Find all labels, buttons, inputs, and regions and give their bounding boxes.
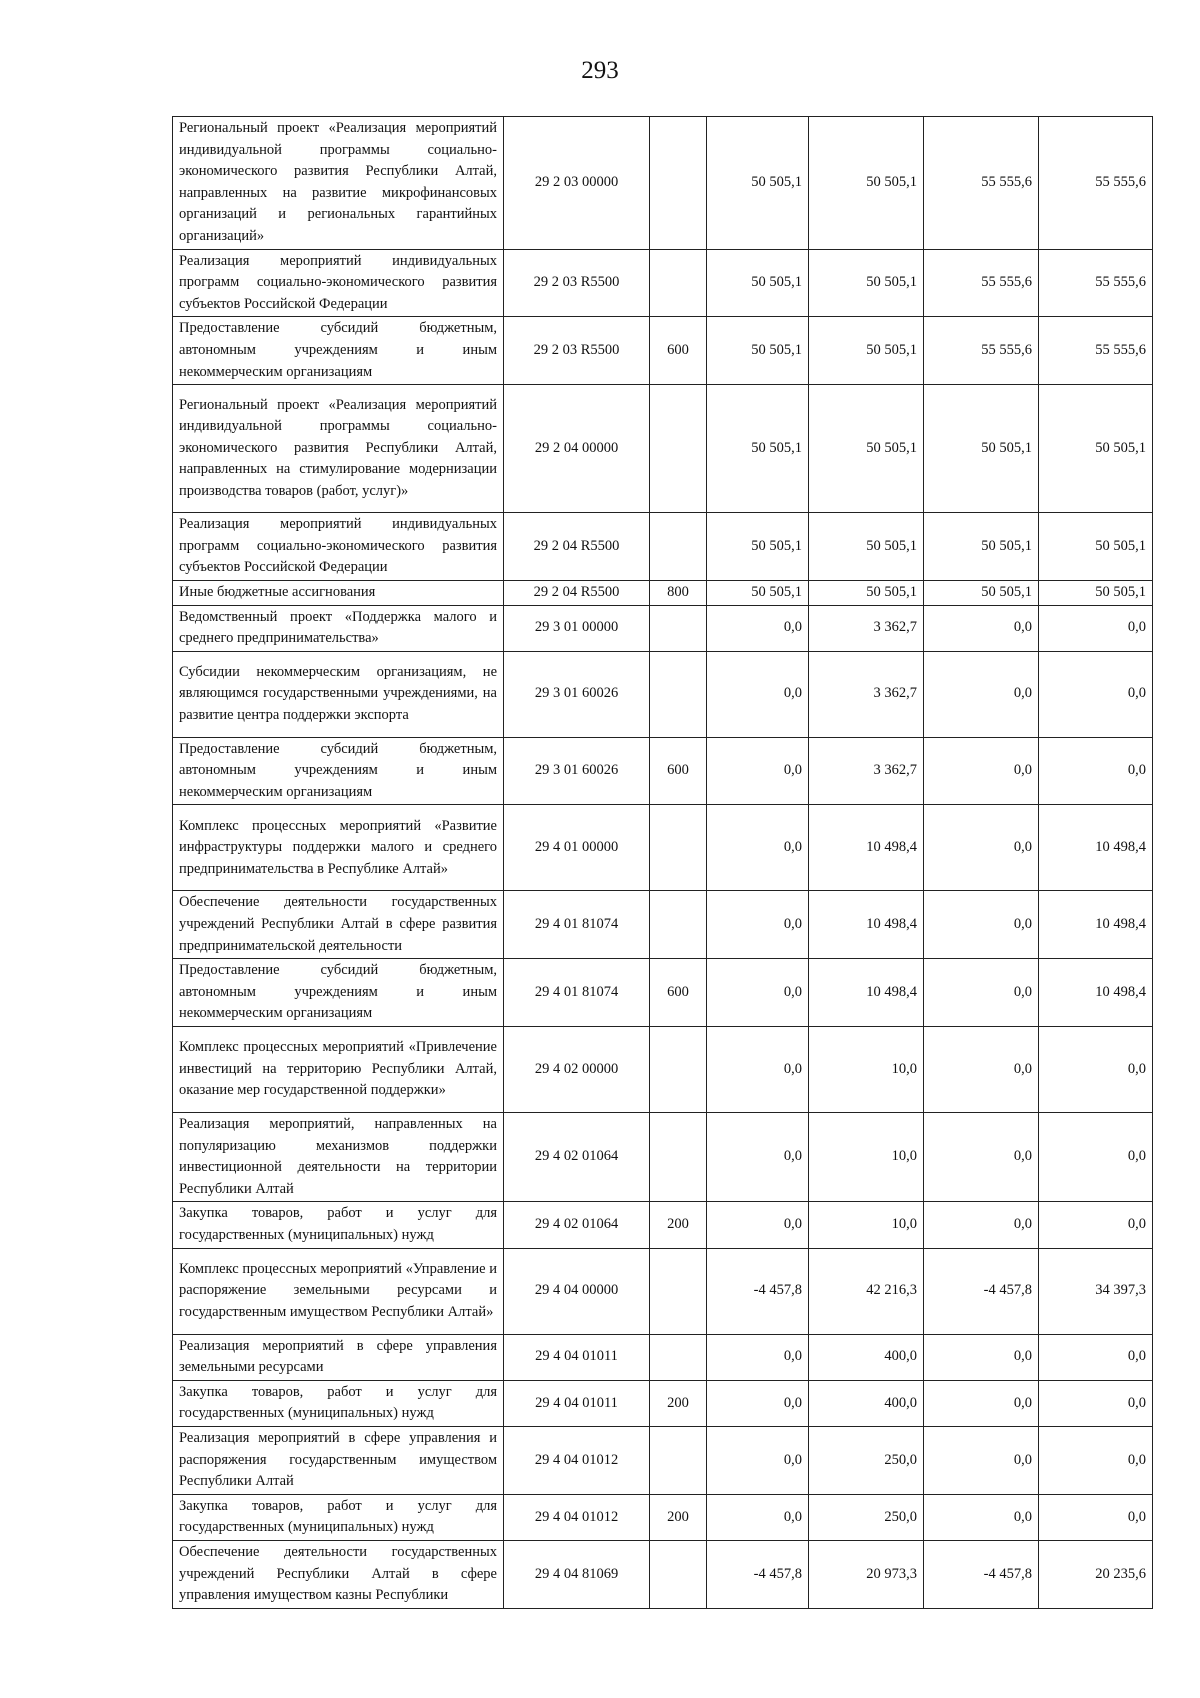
expense-type-code	[650, 117, 707, 250]
amount-4: 50 505,1	[1039, 385, 1153, 513]
item-name: Реализация мероприятий в сфере управления земельными ресурсами	[173, 1334, 504, 1380]
amount-2: 50 505,1	[809, 249, 924, 317]
amount-4: 55 555,6	[1039, 317, 1153, 385]
amount-1: 0,0	[707, 1334, 809, 1380]
expense-type-code	[650, 1027, 707, 1113]
amount-4: 0,0	[1039, 651, 1153, 737]
table-row	[173, 1113, 1153, 1202]
expense-type-code	[650, 385, 707, 513]
target-article-code: 29 2 03 00000	[504, 117, 650, 250]
expense-type-code	[650, 1113, 707, 1202]
amount-4: 55 555,6	[1039, 117, 1153, 250]
amount-2: 50 505,1	[809, 513, 924, 581]
amount-1: 50 505,1	[707, 580, 809, 605]
target-article-code: 29 4 04 01012	[504, 1426, 650, 1494]
amount-2: 50 505,1	[809, 385, 924, 513]
expense-type-code	[650, 1334, 707, 1380]
amount-1: 0,0	[707, 737, 809, 805]
item-name: Закупка товаров, работ и услуг для государственных (муниципальных) нужд	[173, 1494, 504, 1540]
item-name: Региональный проект «Реализация мероприятий индивидуальной программы социально-экономического развития Республики Алтай, направленных на развитие микрофинансовых организаций и региональных гарантийных организаций»	[173, 117, 504, 250]
amount-3: 0,0	[924, 959, 1039, 1027]
item-name: Обеспечение деятельности государственных учреждений Республики Алтай в сфере управления имуществом казны Республики	[173, 1540, 504, 1608]
item-name: Предоставление субсидий бюджетным, автономным учреждениям и иным некоммерческим организациям	[173, 317, 504, 385]
amount-2: 3 362,7	[809, 737, 924, 805]
item-name: Реализация мероприятий индивидуальных программ социально-экономического развития субъектов Российской Федерации	[173, 249, 504, 317]
amount-1: -4 457,8	[707, 1248, 809, 1334]
amount-4: 0,0	[1039, 1113, 1153, 1202]
table-row	[173, 805, 1153, 891]
item-name: Закупка товаров, работ и услуг для государственных (муниципальных) нужд	[173, 1380, 504, 1426]
target-article-code: 29 2 03 R5500	[504, 249, 650, 317]
amount-2: 50 505,1	[809, 317, 924, 385]
amount-2: 3 362,7	[809, 605, 924, 651]
item-name: Закупка товаров, работ и услуг для государственных (муниципальных) нужд	[173, 1202, 504, 1248]
table-row	[173, 317, 1153, 385]
expense-type-code	[650, 513, 707, 581]
table-row	[173, 1027, 1153, 1113]
expense-type-code	[650, 1540, 707, 1608]
amount-1: 0,0	[707, 1380, 809, 1426]
target-article-code: 29 4 04 01011	[504, 1380, 650, 1426]
target-article-code: 29 3 01 00000	[504, 605, 650, 651]
amount-2: 10,0	[809, 1113, 924, 1202]
amount-1: 0,0	[707, 1494, 809, 1540]
amount-4: 10 498,4	[1039, 891, 1153, 959]
expense-type-code: 200	[650, 1380, 707, 1426]
amount-4: 50 505,1	[1039, 580, 1153, 605]
amount-3: 0,0	[924, 1027, 1039, 1113]
expense-type-code: 600	[650, 317, 707, 385]
table-row	[173, 605, 1153, 651]
amount-3: 0,0	[924, 1380, 1039, 1426]
target-article-code: 29 4 04 01012	[504, 1494, 650, 1540]
amount-2: 10,0	[809, 1027, 924, 1113]
amount-3: 55 555,6	[924, 317, 1039, 385]
item-name: Субсидии некоммерческим организациям, не являющимся государственными учреждениями, на развитие центра поддержки экспорта	[173, 651, 504, 737]
amount-2: 400,0	[809, 1334, 924, 1380]
amount-3: 0,0	[924, 1113, 1039, 1202]
amount-3: 50 505,1	[924, 385, 1039, 513]
table-row	[173, 385, 1153, 513]
amount-1: 50 505,1	[707, 513, 809, 581]
expense-type-code	[650, 891, 707, 959]
expense-type-code: 200	[650, 1494, 707, 1540]
amount-3: 0,0	[924, 1426, 1039, 1494]
amount-2: 400,0	[809, 1380, 924, 1426]
amount-1: 0,0	[707, 891, 809, 959]
amount-1: 50 505,1	[707, 317, 809, 385]
target-article-code: 29 4 04 01011	[504, 1334, 650, 1380]
target-article-code: 29 4 02 01064	[504, 1113, 650, 1202]
amount-2: 250,0	[809, 1426, 924, 1494]
expense-type-code	[650, 1248, 707, 1334]
item-name: Комплекс процессных мероприятий «Привлечение инвестиций на территорию Республики Алтай, оказание мер государственной поддержки»	[173, 1027, 504, 1113]
target-article-code: 29 2 04 R5500	[504, 513, 650, 581]
expense-type-code: 800	[650, 580, 707, 605]
table-row	[173, 1334, 1153, 1380]
amount-1: 0,0	[707, 1426, 809, 1494]
amount-3: 55 555,6	[924, 117, 1039, 250]
amount-3: -4 457,8	[924, 1540, 1039, 1608]
target-article-code: 29 2 04 R5500	[504, 580, 650, 605]
item-name: Реализация мероприятий, направленных на популяризацию механизмов поддержки инвестиционной деятельности на территории Республики Алтай	[173, 1113, 504, 1202]
expense-type-code	[650, 805, 707, 891]
table-body	[173, 117, 1153, 1609]
amount-4: 55 555,6	[1039, 249, 1153, 317]
target-article-code: 29 4 01 81074	[504, 891, 650, 959]
target-article-code: 29 4 01 81074	[504, 959, 650, 1027]
item-name: Предоставление субсидий бюджетным, автономным учреждениям и иным некоммерческим организациям	[173, 959, 504, 1027]
item-name: Предоставление субсидий бюджетным, автономным учреждениям и иным некоммерческим организациям	[173, 737, 504, 805]
amount-3: -4 457,8	[924, 1248, 1039, 1334]
amount-2: 50 505,1	[809, 117, 924, 250]
amount-1: 0,0	[707, 1113, 809, 1202]
table-row	[173, 1202, 1153, 1248]
amount-1: -4 457,8	[707, 1540, 809, 1608]
budget-table	[172, 116, 1153, 1609]
expense-type-code: 600	[650, 737, 707, 805]
expense-type-code: 600	[650, 959, 707, 1027]
amount-3: 50 505,1	[924, 513, 1039, 581]
amount-2: 10 498,4	[809, 891, 924, 959]
amount-3: 0,0	[924, 737, 1039, 805]
table-row	[173, 1426, 1153, 1494]
amount-4: 0,0	[1039, 737, 1153, 805]
table-row	[173, 1540, 1153, 1608]
table-row	[173, 249, 1153, 317]
amount-3: 0,0	[924, 1334, 1039, 1380]
amount-4: 50 505,1	[1039, 513, 1153, 581]
item-name: Региональный проект «Реализация мероприятий индивидуальной программы социально-экономического развития Республики Алтай, направленных на стимулирование модернизации производства товаров (работ, услуг)»	[173, 385, 504, 513]
table-row	[173, 1380, 1153, 1426]
amount-1: 0,0	[707, 1202, 809, 1248]
amount-4: 34 397,3	[1039, 1248, 1153, 1334]
item-name: Реализация мероприятий индивидуальных программ социально-экономического развития субъектов Российской Федерации	[173, 513, 504, 581]
amount-4: 0,0	[1039, 605, 1153, 651]
item-name: Иные бюджетные ассигнования	[173, 580, 504, 605]
amount-4: 10 498,4	[1039, 959, 1153, 1027]
target-article-code: 29 3 01 60026	[504, 737, 650, 805]
amount-4: 0,0	[1039, 1494, 1153, 1540]
target-article-code: 29 4 04 81069	[504, 1540, 650, 1608]
table-row	[173, 737, 1153, 805]
amount-2: 10 498,4	[809, 805, 924, 891]
amount-1: 50 505,1	[707, 249, 809, 317]
page-number: 293	[581, 57, 619, 84]
amount-2: 10 498,4	[809, 959, 924, 1027]
target-article-code: 29 4 04 00000	[504, 1248, 650, 1334]
amount-1: 0,0	[707, 959, 809, 1027]
table-row	[173, 651, 1153, 737]
amount-3: 0,0	[924, 1494, 1039, 1540]
amount-4: 0,0	[1039, 1380, 1153, 1426]
amount-4: 20 235,6	[1039, 1540, 1153, 1608]
item-name: Обеспечение деятельности государственных учреждений Республики Алтай в сфере развития предпринимательской деятельности	[173, 891, 504, 959]
table-row	[173, 891, 1153, 959]
amount-4: 10 498,4	[1039, 805, 1153, 891]
amount-3: 0,0	[924, 1202, 1039, 1248]
target-article-code: 29 3 01 60026	[504, 651, 650, 737]
table-row	[173, 117, 1153, 250]
expense-type-code	[650, 651, 707, 737]
amount-4: 0,0	[1039, 1027, 1153, 1113]
amount-1: 0,0	[707, 651, 809, 737]
item-name: Реализация мероприятий в сфере управления и распоряжения государственным имуществом Республики Алтай	[173, 1426, 504, 1494]
amount-2: 42 216,3	[809, 1248, 924, 1334]
table-row	[173, 580, 1153, 605]
amount-3: 0,0	[924, 651, 1039, 737]
expense-type-code	[650, 249, 707, 317]
table-row	[173, 1494, 1153, 1540]
target-article-code: 29 4 02 00000	[504, 1027, 650, 1113]
expense-type-code: 200	[650, 1202, 707, 1248]
amount-2: 3 362,7	[809, 651, 924, 737]
amount-3: 0,0	[924, 805, 1039, 891]
amount-3: 50 505,1	[924, 580, 1039, 605]
item-name: Комплекс процессных мероприятий «Развитие инфраструктуры поддержки малого и среднего предпринимательства в Республике Алтай»	[173, 805, 504, 891]
target-article-code: 29 4 02 01064	[504, 1202, 650, 1248]
amount-1: 0,0	[707, 1027, 809, 1113]
amount-2: 20 973,3	[809, 1540, 924, 1608]
amount-3: 0,0	[924, 891, 1039, 959]
target-article-code: 29 4 01 00000	[504, 805, 650, 891]
amount-4: 0,0	[1039, 1202, 1153, 1248]
amount-2: 250,0	[809, 1494, 924, 1540]
amount-3: 55 555,6	[924, 249, 1039, 317]
table-row	[173, 1248, 1153, 1334]
amount-1: 0,0	[707, 805, 809, 891]
amount-3: 0,0	[924, 605, 1039, 651]
amount-1: 50 505,1	[707, 385, 809, 513]
amount-4: 0,0	[1039, 1426, 1153, 1494]
expense-type-code	[650, 605, 707, 651]
table-row	[173, 513, 1153, 581]
amount-1: 0,0	[707, 605, 809, 651]
amount-4: 0,0	[1039, 1334, 1153, 1380]
table-row	[173, 959, 1153, 1027]
amount-1: 50 505,1	[707, 117, 809, 250]
amount-2: 10,0	[809, 1202, 924, 1248]
target-article-code: 29 2 04 00000	[504, 385, 650, 513]
item-name: Комплекс процессных мероприятий «Управление и распоряжение земельными ресурсами и государственным имуществом Республики Алтай»	[173, 1248, 504, 1334]
target-article-code: 29 2 03 R5500	[504, 317, 650, 385]
expense-type-code	[650, 1426, 707, 1494]
item-name: Ведомственный проект «Поддержка малого и среднего предпринимательства»	[173, 605, 504, 651]
amount-2: 50 505,1	[809, 580, 924, 605]
